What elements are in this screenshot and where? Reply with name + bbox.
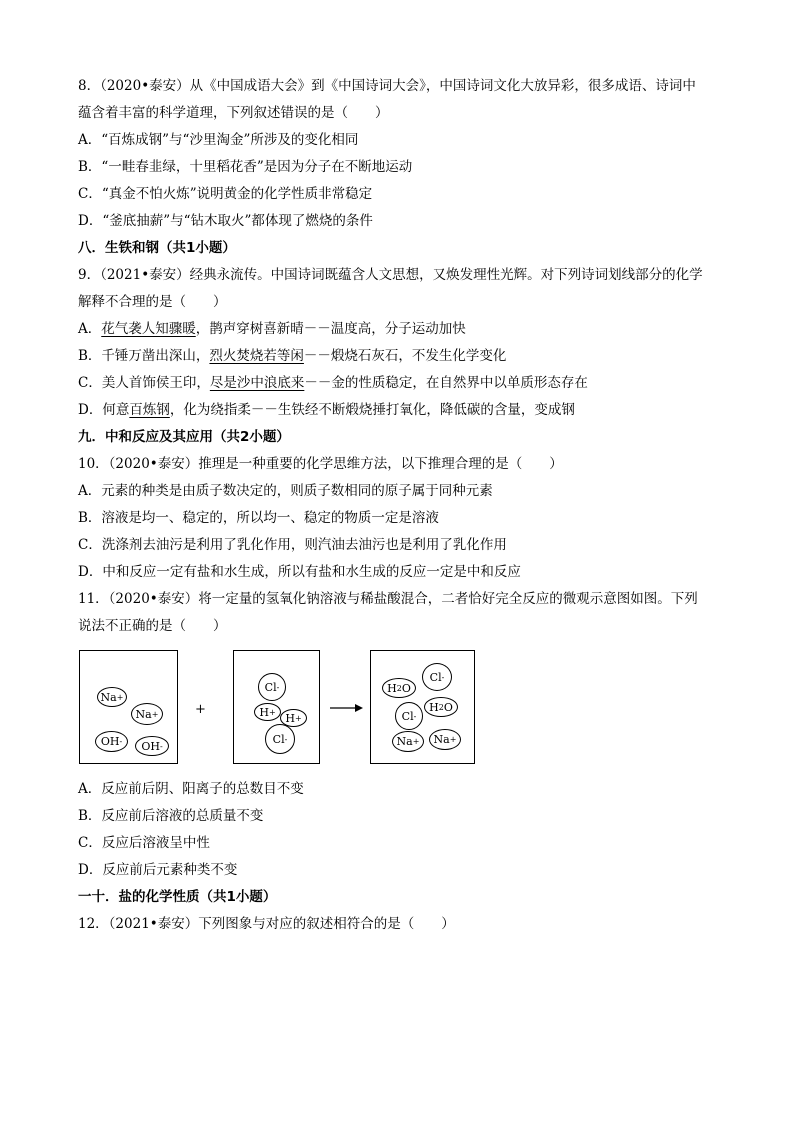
q9-stem-line2: 解释不合理的是（ ） xyxy=(78,294,227,310)
naoh-solution-box xyxy=(79,650,178,764)
cl-ion: Cl - xyxy=(265,724,295,754)
q9-b-underlined: 烈火焚烧若等闲 xyxy=(209,348,304,364)
cl-ion: Cl - xyxy=(258,673,286,701)
q8-option-d: D．“釜底抽薪”与“钻木取火”都体现了燃烧的条件 xyxy=(78,213,373,229)
q9-b-suffix: －－煅烧石灰石，不发生化学变化 xyxy=(303,348,507,364)
oh-ion: OH - xyxy=(95,731,128,752)
q12-stem: 12．（2021•泰安）下列图象与对应的叙述相符合的是（ ） xyxy=(78,916,455,932)
oh-ion: OH - xyxy=(135,736,169,756)
q9-d-underlined: 百炼钢 xyxy=(129,402,170,418)
q9-option-d xyxy=(78,400,724,420)
q9-c-suffix: －－金的性质稳定，在自然界中以单质形态存在 xyxy=(304,375,588,391)
h-ion: H + xyxy=(280,709,307,727)
h-ion: H + xyxy=(254,703,281,721)
q10-option-d: D．中和反应一定有盐和水生成，所以有盐和水生成的反应一定是中和反应 xyxy=(78,564,521,580)
q9-c-underlined: 尽是沙中浪底来 xyxy=(209,375,305,391)
q9-d-prefix: D．何意 xyxy=(78,402,130,418)
q11-option-a: A．反应前后阴、阳离子的总数目不变 xyxy=(78,781,304,797)
q11-option-d: D．反应前后元素种类不变 xyxy=(78,862,238,878)
q9-b-prefix: B．千锤万凿出深山， xyxy=(78,348,210,364)
q9-a-underlined: 花气袭人知骤暖 xyxy=(101,321,196,337)
q8-option-c: C．“真金不怕火炼”说明黄金的化学性质非常稳定 xyxy=(78,186,373,202)
q11-stem-line1: 11．（2020•泰安）将一定量的氢氧化钠溶液与稀盐酸混合，二者恰好完全反应的微观示意图如图。下列 xyxy=(78,591,698,607)
q9-option-c xyxy=(78,373,724,393)
section-heading-9: 九．中和反应及其应用（共2小题） xyxy=(78,429,290,445)
na-ion: Na + xyxy=(97,687,127,707)
section-heading-8: 八．生铁和钢（共1小题） xyxy=(78,240,236,256)
reaction-micro-diagram xyxy=(78,650,478,768)
cl-ion: Cl - xyxy=(395,702,423,730)
q9-c-prefix: C．美人首饰侯王印， xyxy=(78,375,210,391)
q10-option-b: B．溶液是均一、稳定的，所以均一、稳定的物质一定是溶液 xyxy=(78,510,439,526)
q11-stem-line2: 说法不正确的是（ ） xyxy=(78,618,227,634)
q9-a-suffix: ，鹊声穿树喜新晴－－温度高，分子运动加快 xyxy=(195,321,466,337)
na-ion: Na + xyxy=(429,729,461,750)
section-heading-10: 一十．盐的化学性质（共1小题） xyxy=(78,889,277,905)
q8-stem-line1: 8．（2020•泰安）从《中国成语大会》到《中国诗词大会》，中国诗词文化大放异彩，很多成语、诗词中 xyxy=(78,78,696,94)
water-molecule: H 2 O xyxy=(424,697,458,717)
q8-stem-line2: 蕴含着丰富的科学道理，下列叙述错误的是（ ） xyxy=(78,105,389,121)
q9-a-prefix: A． xyxy=(78,321,102,337)
q10-option-a: A．元素的种类是由质子数决定的，则质子数相同的原子属于同种元素 xyxy=(78,483,493,499)
q9-stem-line1: 9．（2021•泰安）经典永流传。中国诗词既蕴含人文思想，又焕发理性光辉。对下列诗词划线部分的化学 xyxy=(78,267,703,283)
q11-option-c: C．反应后溶液呈中性 xyxy=(78,835,210,851)
q8-option-b: B．“一畦春韭绿，十里稻花香”是因为分子在不断地运动 xyxy=(78,159,413,175)
q9-option-b xyxy=(78,346,724,366)
reaction-arrow-icon xyxy=(329,702,365,714)
water-molecule: H 2 O xyxy=(382,678,416,698)
q11-option-b: B．反应前后溶液的总质量不变 xyxy=(78,808,264,824)
cl-ion: Cl - xyxy=(422,663,452,691)
plus-sign: + xyxy=(195,702,206,717)
q9-d-suffix: ，化为绕指柔－－生铁经不断煅烧捶打氧化，降低碳的含量，变成钢 xyxy=(169,402,575,418)
hcl-solution-box xyxy=(233,650,320,764)
product-solution-box xyxy=(370,650,475,764)
q10-stem: 10．（2020•泰安）推理是一种重要的化学思维方法，以下推理合理的是（ ） xyxy=(78,456,563,472)
q8-option-a: A．“百炼成钢”与“沙里淘金”所涉及的变化相同 xyxy=(78,132,359,148)
na-ion: Na + xyxy=(131,703,163,725)
q10-option-c: C．洗涤剂去油污是利用了乳化作用，则汽油去油污也是利用了乳化作用 xyxy=(78,537,507,553)
na-ion: Na + xyxy=(392,731,424,752)
q9-option-a xyxy=(78,319,724,339)
